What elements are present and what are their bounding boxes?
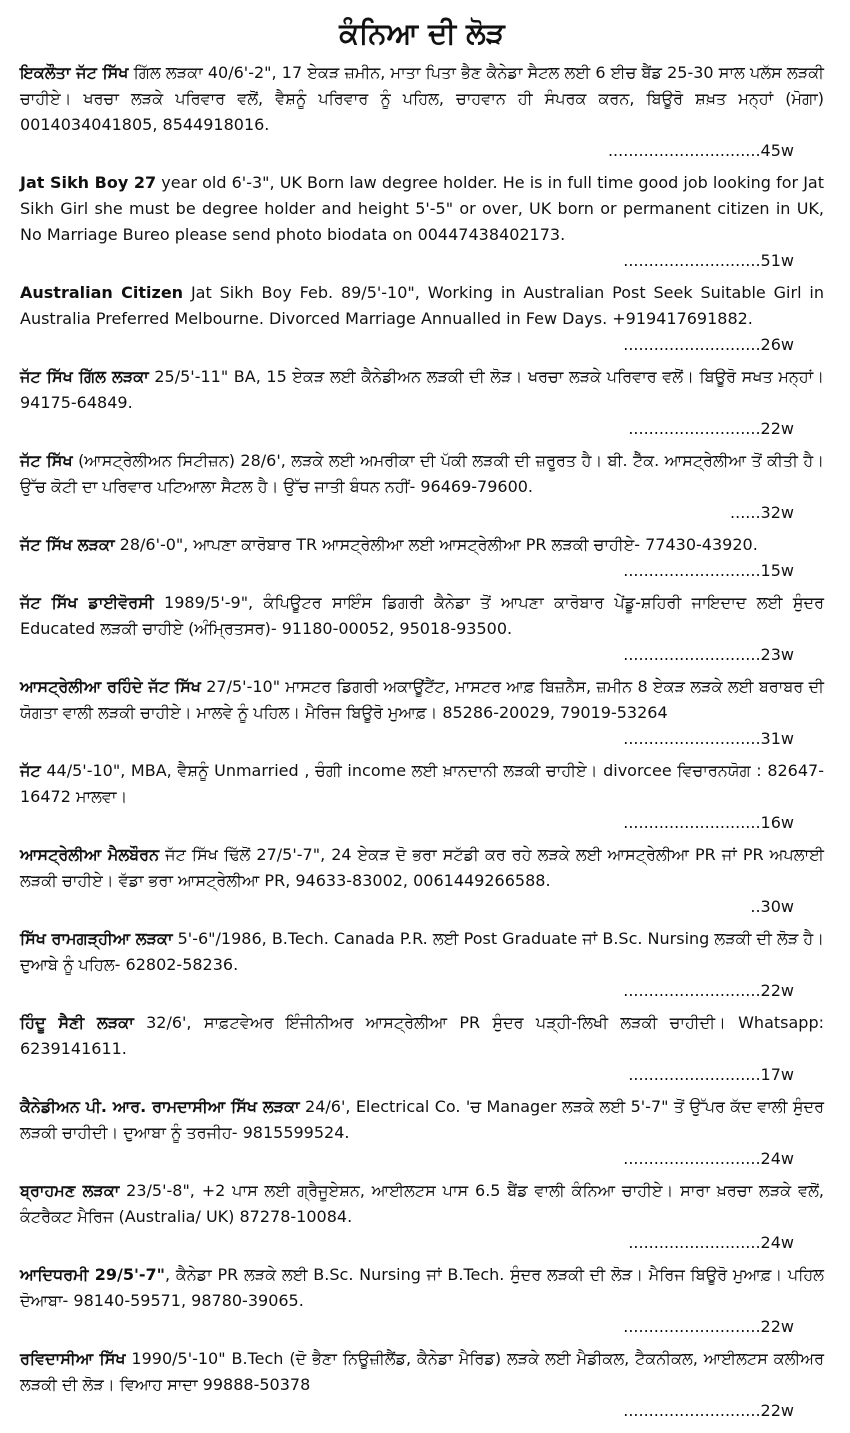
classified-ad: [20, 590, 824, 668]
classified-ad: [20, 842, 824, 920]
classified-ad: [20, 1178, 824, 1256]
ad-word-count: ..........................22w: [628, 419, 794, 438]
ad-body: 25/5'-11" BA, 15 ਏਕੜ ਲਈ ਕੈਨੇਡੀਅਨ ਲੜਕੀ ਦੀ ਲੋੜ। ਖਰਚਾ ਲੜਕੇ ਪਰਿਵਾਰ ਵਲੋਂ। ਬਿਊਰੋ ਸਖਤ ਮਨ੍ਹਾਂ। 94175-64849.: [20, 367, 824, 412]
ad-word-count: ......32w: [730, 503, 794, 522]
classified-ad: [20, 1010, 824, 1088]
classified-ad: [20, 60, 824, 164]
classified-ad: [20, 1094, 824, 1172]
ad-body: 28/6'-0", ਆਪਣਾ ਕਾਰੋਬਾਰ TR ਆਸਟ੍ਰੇਲੀਆ ਲਈ ਆਸਟ੍ਰੇਲੀਆ PR ਲੜਕੀ ਚਾਹੀਏ- 77430-43920.: [114, 535, 758, 554]
ad-heading: ਜੱਟ ਸਿੱਖ: [20, 451, 73, 470]
ad-body: Jat Sikh Boy Feb. 89/5'-10", Working in Australian Post Seek Suitable Girl in Australia Preferred Melbourne. Divorced Marriage Annualled in Few Days. +919417691882.: [20, 283, 824, 328]
ad-heading: ਆਸਟ੍ਰੇਲੀਆ ਮੈਲਬੌਰਨ: [20, 845, 160, 864]
ad-body: 23/5'-8", +2 ਪਾਸ ਲਈ ਗ੍ਰੈਜੂਏਸ਼ਨ, ਆਈਲਟਸ ਪਾਸ 6.5 ਬੈਂਡ ਵਾਲੀ ਕੰਨਿਆ ਚਾਹੀਏ। ਸਾਰਾ ਖ਼ਰਚਾ ਲੜਕੇ ਵਲੋਂ, ਕੰਟਰੈਕਟ ਮੈਰਿਜ (Australia/ UK) 87278-10084.: [20, 1181, 824, 1226]
page-title: ਕੰਨਿਆ ਦੀ ਲੋੜ: [339, 16, 505, 50]
ad-word-count: ...........................31w: [623, 729, 794, 748]
ad-word-count: ..........................17w: [628, 1065, 794, 1084]
classified-ad: [20, 448, 824, 526]
ad-word-count: ...........................16w: [623, 813, 794, 832]
ad-word-count: ...........................51w: [623, 251, 794, 270]
ad-word-count: ...........................22w: [623, 1401, 794, 1420]
classified-ad: [20, 532, 824, 584]
ad-heading: ਹਿੰਦੂ ਸੈਣੀ ਲੜਕਾ: [20, 1013, 134, 1032]
ad-body: 32/6', ਸਾਫ਼ਟਵੇਅਰ ਇੰਜੀਨੀਅਰ ਆਸਟ੍ਰੇਲੀਆ PR ਸੁੰਦਰ ਪੜ੍ਹੀ-ਲਿਖੀ ਲੜਕੀ ਚਾਹੀਦੀ। Whatsapp: 6239141611.: [20, 1013, 824, 1058]
classified-ad: [20, 1262, 824, 1340]
ad-heading: Australian Citizen: [20, 283, 184, 302]
classifieds-page: [0, 6, 850, 1433]
ad-body: 24/6', Electrical Co. 'ਚ Manager ਲੜਕੇ ਲਈ 5'-7" ਤੋਂ ਉੱਪਰ ਕੱਦ ਵਾਲੀ ਸੁੰਦਰ ਲੜਕੀ ਚਾਹੀਦੀ। ਦੁਆਬਾ ਨੂੰ ਤਰਜੀਹ- 9815599524.: [20, 1097, 824, 1142]
ad-body: 1990/5'-10" B.Tech (ਦੋ ਭੈਣਾ ਨਿਊਜ਼ੀਲੈਂਡ, ਕੈਨੇਡਾ ਮੈਰਿਡ) ਲੜਕੇ ਲਈ ਮੈਡੀਕਲ, ਟੈਕਨੀਕਲ, ਆਈਲਟਸ ਕਲੀਅਰ ਲੜਕੀ ਦੀ ਲੋੜ। ਵਿਆਹ ਸਾਦਾ 99888-50378: [20, 1349, 824, 1394]
ad-word-count: ...........................23w: [623, 645, 794, 664]
ad-body: 5'-6"/1986, B.Tech. Canada P.R. ਲਈ Post Graduate ਜਾਂ B.Sc. Nursing ਲੜਕੀ ਦੀ ਲੋੜ ਹੈ। ਦੁਆਬੇ ਨੂੰ ਪਹਿਲ- 62802-58236.: [20, 929, 824, 974]
classified-ad: [20, 364, 824, 442]
ad-heading: ਜੱਟ ਸਿੱਖ ਗਿੱਲ ਲੜਕਾ: [20, 367, 149, 386]
classified-ad: [20, 1346, 824, 1424]
ad-body: 1989/5'-9", ਕੰਪਿਊਟਰ ਸਾਇੰਸ ਡਿਗਰੀ ਕੈਨੇਡਾ ਤੋਂ ਆਪਣਾ ਕਾਰੋਬਾਰ ਪੇਂਡੂ-ਸ਼ਹਿਰੀ ਜਾਇਦਾਦ ਲਈ ਸੁੰਦਰ Educated ਲੜਕੀ ਚਾਹੀਏ (ਅੰਮ੍ਰਿਤਸਰ)- 91180-00052, 95018-93500.: [20, 593, 824, 638]
classified-ad: [20, 280, 824, 358]
classified-ad: [20, 674, 824, 752]
classified-ad: [20, 170, 824, 274]
ad-heading: ਸਿੱਖ ਰਾਮਗੜ੍ਹੀਆ ਲੜਕਾ: [20, 929, 173, 948]
ad-heading: ਬ੍ਰਾਹਮਣ ਲੜਕਾ: [20, 1181, 120, 1200]
ad-body: year old 6'-3", UK Born law degree holder. He is in full time good job looking for Jat Sikh Girl she must be degree holder and height 5'-5" or over, UK born or permanent citizen in UK, No Marriage Bureo please send photo biodata on 00447438402173.: [20, 173, 825, 244]
ad-word-count: ...........................26w: [623, 335, 794, 354]
ads-list: [20, 60, 824, 1424]
ad-body: ਗਿੱਲ ਲੜਕਾ 40/6'-2", 17 ਏਕੜ ਜ਼ਮੀਨ, ਮਾਤਾ ਪਿਤਾ ਭੈਣ ਕੈਨੇਡਾ ਸੈਟਲ ਲਈ 6 ਈਚ ਬੈਂਡ 25-30 ਸਾਲ ਪਲੱਸ ਲੜਕੀ ਚਾਹੀਏ। ਖਰਚਾ ਲੜਕੇ ਪਰਿਵਾਰ ਵਲੋਂ, ਵੈਸ਼ਨੂੰ ਪਰਿਵਾਰ ਨੂੰ ਪਹਿਲ, ਚਾਹਵਾਨ ਹੀ ਸੰਪਰਕ ਕਰਨ, ਬਿਊਰੋ ਸ਼ਖ਼ਤ ਮਨ੍ਹਾਂ (ਮੋਗਾ) 0014034041805, 8544918016.: [20, 63, 825, 134]
ad-word-count: ..30w: [750, 897, 794, 916]
ad-heading: ਜੱਟ ਸਿੱਖ ਲੜਕਾ: [20, 535, 115, 554]
ad-body: 27/5'-10" ਮਾਸਟਰ ਡਿਗਰੀ ਅਕਾਊਂਟੈਂਟ, ਮਾਸਟਰ ਆਫ਼ ਬਿਜ਼ਨੈਸ, ਜ਼ਮੀਨ 8 ਏਕੜ ਲੜਕੇ ਲਈ ਬਰਾਬਰ ਦੀ ਯੋਗਤਾ ਵਾਲੀ ਲੜਕੀ ਚਾਹੀਏ। ਮਾਲਵੇ ਨੂੰ ਪਹਿਲ। ਮੈਰਿਜ ਬਿਊਰੋ ਮੁਆਫ਼। 85286-20029, 79019-53264: [20, 677, 824, 722]
ad-word-count: ...........................22w: [623, 1317, 794, 1336]
ad-body: 44/5'-10", MBA, ਵੈਸ਼ਨੂੰ Unmarried , ਚੰਗੀ income ਲਈ ਖ਼ਾਨਦਾਨੀ ਲੜਕੀ ਚਾਹੀਏ। divorcee ਵਿਚਾਰਨਯੋਗ : 82647-16472 ਮਾਲਵਾ।: [20, 761, 824, 806]
classified-ad: [20, 926, 824, 1004]
classified-ad: [20, 758, 824, 836]
ad-body: (ਆਸਟ੍ਰੇਲੀਅਨ ਸਿਟੀਜ਼ਨ) 28/6', ਲੜਕੇ ਲਈ ਅਮਰੀਕਾ ਦੀ ਪੱਕੀ ਲੜਕੀ ਦੀ ਜ਼ਰੂਰਤ ਹੈ। ਬੀ. ਟੈੱਕ. ਆਸਟ੍ਰੇਲੀਆ ਤੋਂ ਕੀਤੀ ਹੈ। ਉੱਚ ਕੋਟੀ ਦਾ ਪਰਿਵਾਰ ਪਟਿਆਲਾ ਸੈਟਲ ਹੈ। ਉੱਚ ਜਾਤੀ ਬੰਧਨ ਨਹੀਂ- 96469-79600.: [20, 451, 824, 496]
ad-word-count: ..........................24w: [628, 1233, 794, 1252]
ad-word-count: ...........................24w: [623, 1149, 794, 1168]
ad-word-count: ..............................45w: [607, 141, 794, 160]
ad-heading: ਜੱਟ ਸਿੱਖ ਡਾਈਵੋਰਸੀ: [20, 593, 154, 612]
ad-heading: ਰਵਿਦਾਸੀਆ ਸਿੱਖ: [20, 1349, 126, 1368]
ad-heading: ਆਸਟ੍ਰੇਲੀਆ ਰਹਿੰਦੇ ਜੱਟ ਸਿੱਖ: [20, 677, 201, 696]
ad-body: , ਕੈਨੇਡਾ PR ਲੜਕੇ ਲਈ B.Sc. Nursing ਜਾਂ B.Tech. ਸੁੰਦਰ ਲੜਕੀ ਦੀ ਲੋੜ। ਮੈਰਿਜ ਬਿਊਰੋ ਮੁਆਫ਼। ਪਹਿਲ ਦੋਆਬਾ- 98140-59571, 98780-39065.: [20, 1265, 824, 1310]
ad-heading: ਆਦਿਧਰਮੀ 29/5'-7": [20, 1265, 165, 1284]
ad-body: ਜੱਟ ਸਿੱਖ ਢਿੱਲੋਂ 27/5'-7", 24 ਏਕੜ ਦੋ ਭਰਾ ਸਟੱਡੀ ਕਰ ਰਹੇ ਲੜਕੇ ਲਈ ਆਸਟ੍ਰੇਲੀਆ PR ਜਾਂ PR ਅਪਲਾਈ ਲੜਕੀ ਚਾਹੀਏ। ਵੱਡਾ ਭਰਾ ਆਸਟ੍ਰੇਲੀਆ PR, 94633-83002, 0061449266588.: [20, 845, 824, 890]
ad-heading: ਇਕਲੌਤਾ ਜੱਟ ਸਿੱਖ: [20, 63, 129, 82]
ad-word-count: ...........................22w: [623, 981, 794, 1000]
ad-word-count: ...........................15w: [623, 561, 794, 580]
ad-heading: ਜੱਟ: [20, 761, 41, 780]
ad-heading: Jat Sikh Boy 27: [20, 173, 157, 192]
ad-heading: ਕੈਨੇਡੀਅਨ ਪੀ. ਆਰ. ਰਾਮਦਾਸੀਆ ਸਿੱਖ ਲੜਕਾ: [20, 1097, 300, 1116]
